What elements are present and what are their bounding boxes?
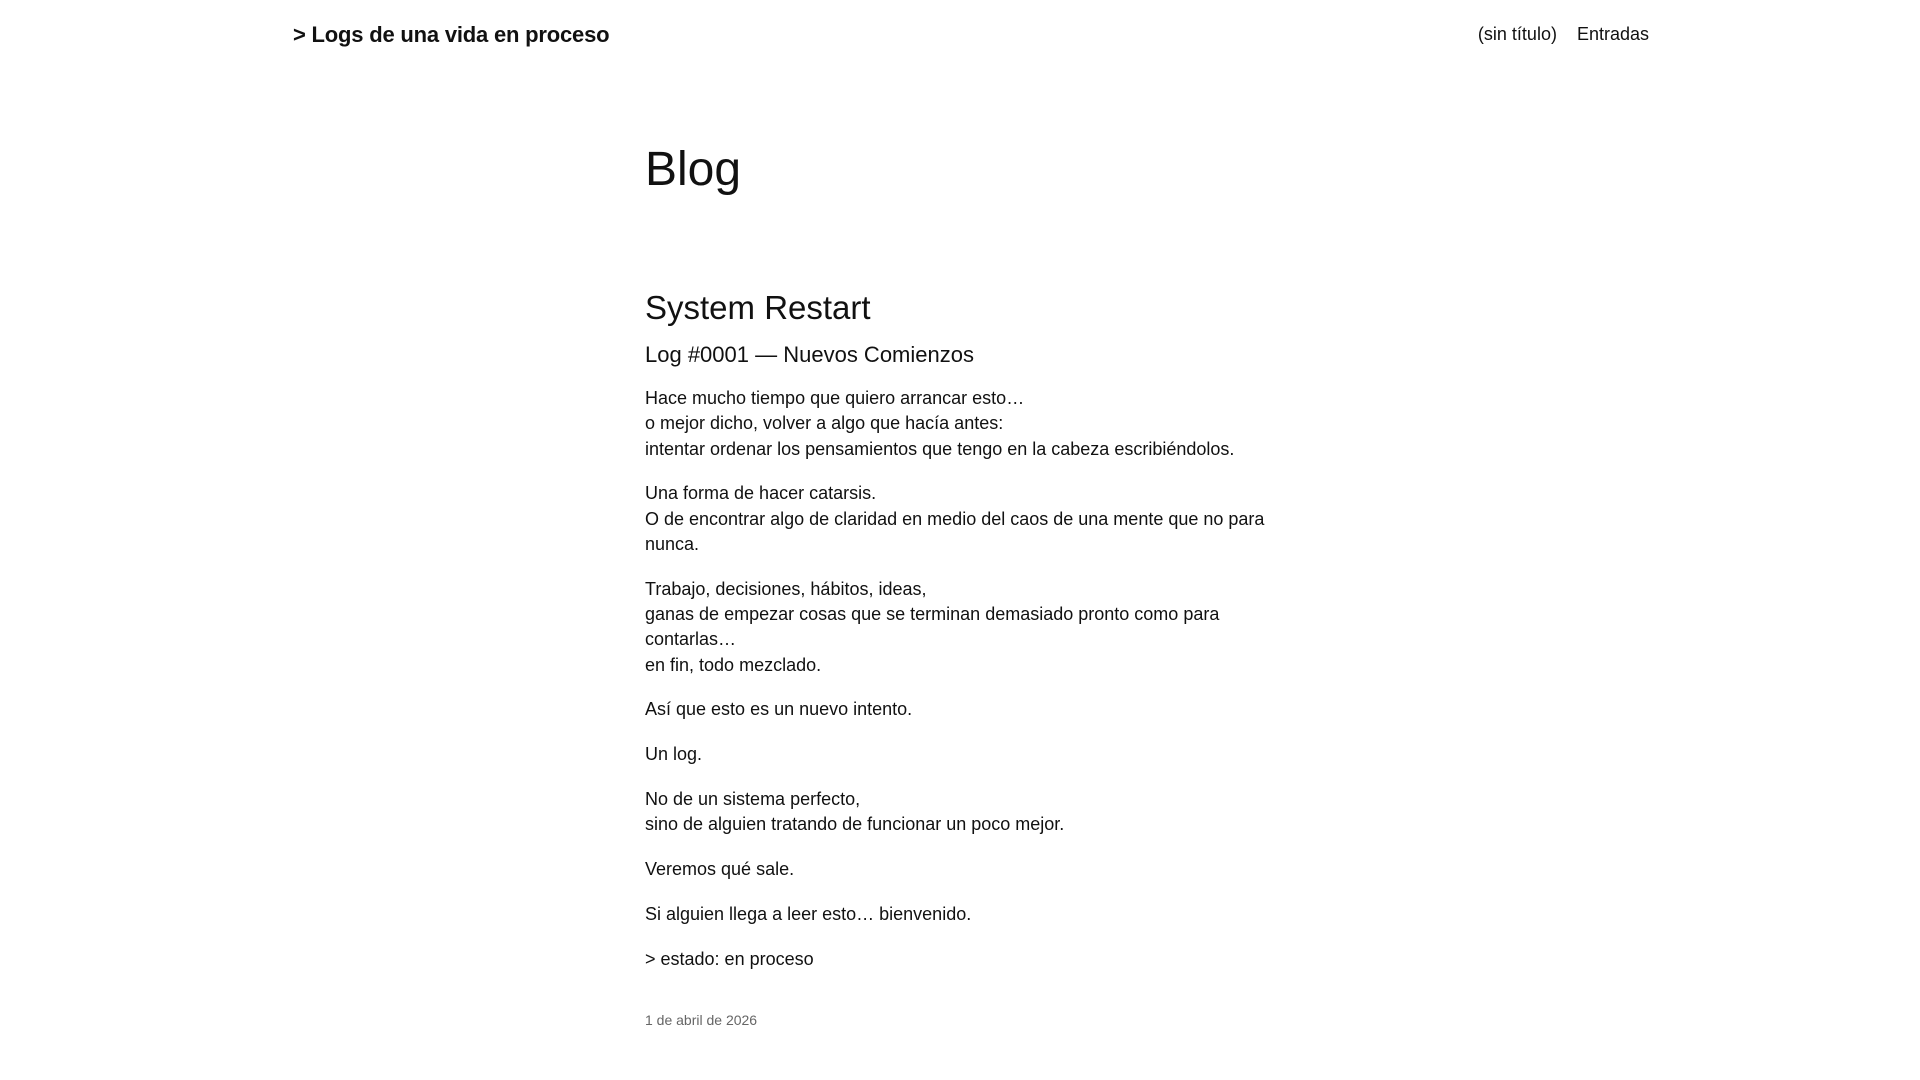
page-title: Blog — [645, 143, 742, 196]
post-line: No de un sistema perfecto, — [645, 789, 861, 810]
site-title-link[interactable]: > Logs de una vida en proceso — [293, 22, 610, 47]
post-line: Trabajo, decisiones, hábitos, ideas, — [645, 578, 927, 599]
post-paragraph — [645, 902, 1265, 927]
post-paragraph — [645, 787, 1265, 838]
post-line: Hace mucho tiempo que quiero arrancar esto… — [645, 388, 1025, 408]
post-line: o mejor dicho, volver a algo que hacía antes: — [645, 413, 1004, 434]
post-line: Si alguien llega a leer esto… bienvenido. — [645, 903, 972, 924]
post-paragraph — [645, 857, 1265, 882]
blog-post — [645, 288, 1265, 1028]
post-title — [645, 288, 1265, 328]
post-paragraph — [645, 386, 1265, 462]
post-paragraph — [645, 947, 1265, 972]
post-paragraph — [645, 697, 1265, 722]
post-paragraph — [645, 742, 1265, 767]
post-line: Veremos qué sale. — [645, 859, 795, 880]
post-line: intentar ordenar los pensamientos que tengo en la cabeza escribiéndolos. — [645, 438, 1235, 459]
post-line: > estado: en proceso — [645, 948, 814, 969]
post-line: Una forma de hacer catarsis. — [645, 483, 877, 504]
post-date: 1 de abril de 2026 — [645, 1012, 758, 1029]
post-line: en fin, todo mezclado. — [645, 654, 822, 675]
post-body — [645, 386, 1265, 972]
post-line: Así que esto es un nuevo intento. — [645, 699, 913, 720]
site-nav — [1478, 24, 1649, 45]
post-line: sino de alguien tratando de funcionar un poco mejor. — [645, 814, 1065, 835]
post-line: ganas de empezar cosas que se terminan demasiado pronto como para contarlas… — [645, 604, 1220, 650]
site-header — [0, 0, 1920, 70]
post-line: O de encontrar algo de claridad en medio del caos de una mente que no para nunca. — [645, 508, 1265, 554]
post-subtitle: Log #0001 — Nuevos Comienzos — [645, 342, 974, 367]
nav-link-untitled[interactable]: (sin título) — [1477, 24, 1557, 44]
post-line: Un log. — [645, 744, 703, 765]
nav-link-entradas[interactable]: Entradas — [1576, 24, 1649, 44]
post-paragraph — [645, 577, 1265, 678]
main-content — [645, 136, 1265, 1028]
post-title-link[interactable]: System Restart — [645, 289, 871, 326]
post-paragraph — [645, 481, 1265, 557]
